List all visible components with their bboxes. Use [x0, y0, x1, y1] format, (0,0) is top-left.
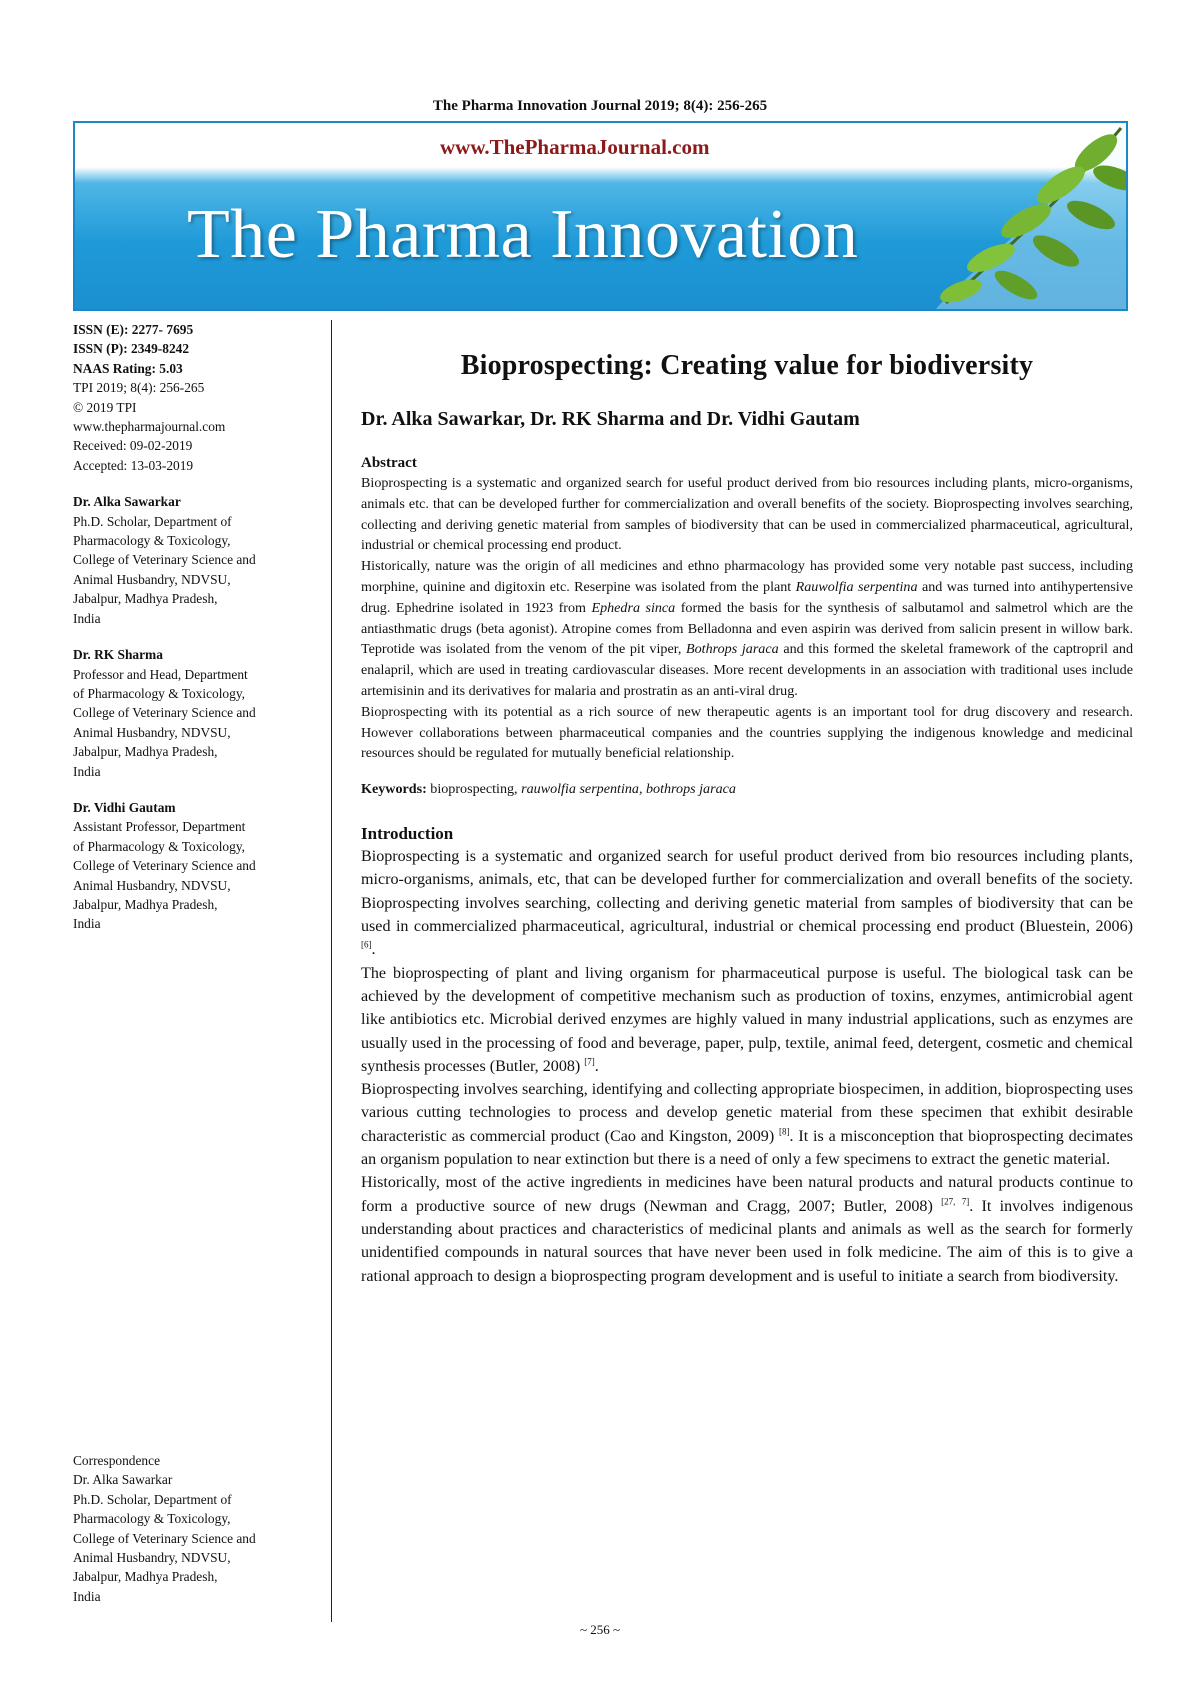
author-name: Dr. Alka Sawarkar	[73, 494, 181, 510]
correspondence-address	[73, 1490, 328, 1606]
affiliation-line: Jabalpur, Madhya Pradesh,	[73, 744, 218, 760]
abstract-heading: Abstract	[361, 455, 417, 471]
affiliation-line: India	[73, 916, 101, 932]
species-name: Ephedra sinca	[591, 599, 676, 616]
affiliation-line: Jabalpur, Madhya Pradesh,	[73, 1569, 218, 1585]
article-title: Bioprospecting: Creating value for biodiversity	[460, 350, 1034, 381]
citation: [7]	[584, 1056, 595, 1067]
affiliation-line: Pharmacology & Toxicology,	[73, 1511, 231, 1527]
journal-meta	[73, 320, 328, 475]
affiliation-line: Jabalpur, Madhya Pradesh,	[73, 896, 218, 912]
affiliation-line: Pharmacology & Toxicology,	[73, 533, 231, 549]
intro-paragraph: Historically, most of the active ingredients in medicines have been natural products and natural products continue to form a productive source of new drugs (Newman and Cragg, 2007; Butler, 2008) [27, 7]. It involves indigenous understanding about practices and characteristics of medicinal plants and animals as well as the search for formerly unidentified compounds in natural sources that have never been used in folk medicine. The aim of this is to give a rational approach to design a bioprospecting program development and is useful to initiate a search from biodiversity.	[361, 1174, 1133, 1285]
meta-line[interactable]: www.thepharmajournal.com	[73, 419, 226, 435]
affiliation-line: India	[73, 763, 101, 779]
intro-paragraph: Bioprospecting is a systematic and organized search for useful product derived from bio resources including plants, micro-organisms, animals, etc, that can be developed further for commercialization and overall benefits of the society. Bioprospecting involves searching, collecting and deriving genetic material from samples of biodiversity that can be used in commercialized pharmaceutical, agricultural, industrial or chemical processing end product (Bluestein, 2006) [6].	[361, 848, 1133, 959]
citation: [27, 7]	[941, 1196, 970, 1207]
meta-line: ISSN (E): 2277- 7695	[73, 322, 194, 337]
abstract-paragraph: Bioprospecting is a systematic and organized search for useful product derived from bio resources including plants, micro-organisms, animals etc. that can be developed further for commercialization and overall benefits of the society. Bioprospecting involves searching, collecting and deriving genetic material from samples of biodiversity that can be used in commercialized pharmaceutical, agricultural, industrial or chemical processing end product.	[361, 475, 1133, 554]
meta-line: © 2019 TPI	[73, 399, 137, 415]
page-number: ~ 256 ~	[579, 1622, 621, 1637]
meta-line: Accepted: 13-03-2019	[73, 457, 194, 473]
affiliation-line: Animal Husbandry, NDVSU,	[73, 571, 231, 587]
affiliation-line: Animal Husbandry, NDVSU,	[73, 724, 231, 740]
keywords-label: Keywords:	[361, 781, 427, 798]
author-name: Dr. RK Sharma	[73, 647, 163, 663]
meta-line: ISSN (P): 2349-8242	[73, 341, 190, 357]
affiliation-line: Assistant Professor, Department	[73, 819, 246, 835]
correspondence-block	[73, 1451, 328, 1606]
article-body	[361, 350, 1133, 1288]
running-head: The Pharma Innovation Journal 2019; 8(4): 256-265	[432, 98, 768, 114]
citation: [6]	[361, 939, 372, 950]
introduction-heading: Introduction	[361, 824, 454, 844]
species-name: Rauwolfia serpentina	[795, 578, 918, 595]
intro-paragraph: Bioprospecting involves searching, identifying and collecting appropriate biospecimen, in addition, bioprospecting uses various cutting technologies to process and develop genetic material from these specimen that exhibit desirable characteristic as commercial product (Cao and Kingston, 2009) [8]. It is a misconception that bioprospecting decimates an organism population to near extinction but there is a need of only a few specimens to extract the genetic material.	[361, 1081, 1134, 1169]
keywords-italic: rauwolfia serpentina, bothrops jaraca	[521, 781, 736, 798]
affiliation-line: Ph.D. Scholar, Department of	[73, 1491, 232, 1507]
affiliation-line: College of Veterinary Science and	[73, 858, 256, 874]
affiliation-line: India	[73, 1588, 101, 1604]
author-affiliation	[73, 798, 328, 934]
affiliation-line: College of Veterinary Science and	[73, 705, 256, 721]
affiliation-line: of Pharmacology & Toxicology,	[73, 685, 245, 701]
meta-line: NAAS Rating: 5.03	[73, 360, 183, 376]
correspondence-heading: Correspondence	[73, 1453, 161, 1468]
author-affiliation	[73, 492, 328, 628]
introduction	[361, 845, 1133, 1288]
affiliation-line: College of Veterinary Science and	[73, 552, 256, 568]
abstract-paragraph: Bioprospecting with its potential as a rich source of new therapeutic agents is an important tool for drug discovery and research. However collaborations between pharmaceutical companies and the countries supplying the indigenous knowledge and medicinal resources should be regulated for mutually beneficial relationship.	[361, 703, 1133, 762]
meta-line: TPI 2019; 8(4): 256-265	[73, 380, 205, 396]
citation: [8]	[779, 1126, 790, 1137]
keywords	[361, 781, 1133, 798]
column-divider	[331, 320, 332, 1622]
journal-url[interactable]: www.ThePharmaJournal.com	[440, 135, 710, 159]
abstract-paragraph: Historically, nature was the origin of all medicines and ethno pharmacology has provided some very notable past success, including morphine, quinine and digitoxin etc. Reserpine was isolated from the plant Rauwolfia serpentina and was turned into antihypertensive drug. Ephedrine isolated in 1923 from Ephedra sinca formed the basis for the synthesis of salbutamol and salmetrol which are the antiasthmatic drugs (beta agonist). Atropine comes from Belladonna and even aspirin was derived from salicin present in willow bark. Teprotide was isolated from the venom of the pit viper, Bothrops jaraca and this formed the skeletal framework of the captropril and enalapril, which are used in treating cardiovascular diseases. More recent developments in an association with traditional uses include artemisinin and its derivatives for malaria and prostratin as an anti-viral drug.	[361, 558, 1134, 699]
sidebar	[73, 320, 328, 951]
author-name: Dr. Vidhi Gautam	[73, 799, 176, 815]
keywords-plain: bioprospecting,	[430, 781, 522, 798]
journal-masthead: The Pharma Innovation	[187, 196, 859, 273]
intro-paragraph: The bioprospecting of plant and living organism for pharmaceutical purpose is useful. The biological task can be achieved by the development of competitive mechanism such as production of toxins, enzymes, antimicrobial agent like antibiotics etc. Microbial derived enzymes are highly valued in many industrial applications, such as enzymes are usually used in the processing of food and beverage, paper, pulp, textile, animal feed, detergent, cosmetic and chemical synthesis processes (Butler, 2008) [7].	[361, 964, 1133, 1075]
leaf-icon	[876, 123, 1126, 309]
affiliation-line: Animal Husbandry, NDVSU,	[73, 877, 231, 893]
correspondence-name: Dr. Alka Sawarkar	[73, 1472, 173, 1488]
affiliation-line: College of Veterinary Science and	[73, 1530, 256, 1546]
article-authors: Dr. Alka Sawarkar, Dr. RK Sharma and Dr. Vidhi Gautam	[361, 408, 860, 430]
affiliation-line: India	[73, 610, 101, 626]
affiliation-line: Ph.D. Scholar, Department of	[73, 513, 232, 529]
meta-line: Received: 09-02-2019	[73, 438, 193, 454]
species-name: Bothrops jaraca	[686, 641, 779, 658]
affiliation-line: of Pharmacology & Toxicology,	[73, 838, 245, 854]
affiliation-line: Animal Husbandry, NDVSU,	[73, 1550, 231, 1566]
abstract	[361, 473, 1133, 764]
journal-banner	[73, 121, 1128, 311]
author-affiliations	[73, 492, 328, 934]
affiliation-line: Jabalpur, Madhya Pradesh,	[73, 591, 218, 607]
author-affiliation	[73, 645, 328, 781]
affiliation-line: Professor and Head, Department	[73, 666, 248, 682]
